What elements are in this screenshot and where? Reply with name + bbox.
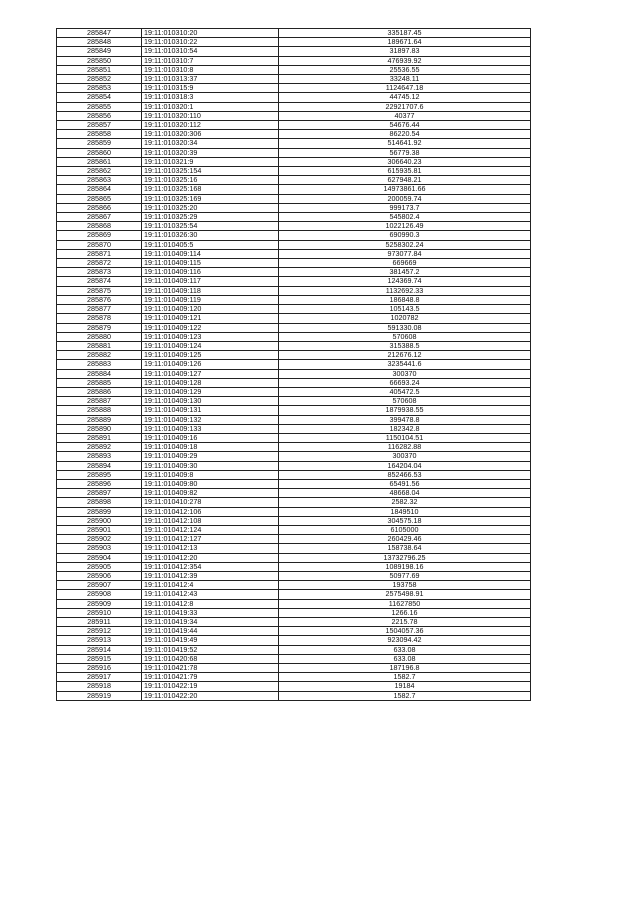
table-row [57, 691, 531, 700]
value-cell: 260429.46 [279, 535, 531, 544]
cadastral-number-cell: 19:11:010409:114 [142, 249, 279, 258]
row-number-cell: 285850 [57, 56, 142, 65]
table-row [57, 249, 531, 258]
row-number-cell: 285891 [57, 433, 142, 442]
row-number-cell: 285899 [57, 507, 142, 516]
cadastral-number-cell: 19:11:010409:129 [142, 387, 279, 396]
table-row [57, 341, 531, 350]
cadastral-number-cell: 19:11:010325:29 [142, 213, 279, 222]
value-cell: 300370 [279, 369, 531, 378]
row-number-cell: 285855 [57, 102, 142, 111]
table-row [57, 378, 531, 387]
value-cell: 40377 [279, 111, 531, 120]
value-cell: 852466.53 [279, 470, 531, 479]
table-row [57, 360, 531, 369]
row-number-cell: 285890 [57, 424, 142, 433]
cadastral-number-cell: 19:11:010412:108 [142, 516, 279, 525]
row-number-cell: 285865 [57, 194, 142, 203]
table-row [57, 470, 531, 479]
cadastral-number-cell: 19:11:010405:5 [142, 240, 279, 249]
value-cell: 591330.08 [279, 323, 531, 332]
cadastral-number-cell: 19:11:010409:116 [142, 268, 279, 277]
table-row [57, 121, 531, 130]
cadastral-number-cell: 19:11:010422:20 [142, 691, 279, 700]
row-number-cell: 285870 [57, 240, 142, 249]
cadastral-number-cell: 19:11:010325:16 [142, 176, 279, 185]
value-cell: 1020782 [279, 314, 531, 323]
table-row [57, 84, 531, 93]
cadastral-number-cell: 19:11:010409:8 [142, 470, 279, 479]
table-row [57, 415, 531, 424]
value-cell: 182342.8 [279, 424, 531, 433]
value-cell: 19184 [279, 682, 531, 691]
cadastral-number-cell: 19:11:010409:82 [142, 489, 279, 498]
row-number-cell: 285851 [57, 65, 142, 74]
table-row [57, 286, 531, 295]
cadastral-number-cell: 19:11:010420:68 [142, 654, 279, 663]
cadastral-number-cell: 19:11:010325:169 [142, 194, 279, 203]
cadastral-number-cell: 19:11:010325:154 [142, 167, 279, 176]
cadastral-number-cell: 19:11:010310:7 [142, 56, 279, 65]
table-row [57, 295, 531, 304]
cadastral-number-cell: 19:11:010325:168 [142, 185, 279, 194]
cadastral-number-cell: 19:11:010412:106 [142, 507, 279, 516]
table-row [57, 111, 531, 120]
row-number-cell: 285871 [57, 249, 142, 258]
value-cell: 570608 [279, 332, 531, 341]
value-cell: 923094.42 [279, 636, 531, 645]
row-number-cell: 285887 [57, 397, 142, 406]
cadastral-number-cell: 19:11:010310:20 [142, 29, 279, 38]
value-cell: 1879938.55 [279, 406, 531, 415]
value-cell: 973077.84 [279, 249, 531, 258]
cadastral-number-cell: 19:11:010412:39 [142, 571, 279, 580]
table-row [57, 176, 531, 185]
value-cell: 1132692.33 [279, 286, 531, 295]
value-cell: 399478.8 [279, 415, 531, 424]
row-number-cell: 285895 [57, 470, 142, 479]
value-cell: 335187.45 [279, 29, 531, 38]
row-number-cell: 285902 [57, 535, 142, 544]
table-row [57, 65, 531, 74]
cadastral-number-cell: 19:11:010325:54 [142, 222, 279, 231]
row-number-cell: 285900 [57, 516, 142, 525]
table-row [57, 452, 531, 461]
table-row [57, 387, 531, 396]
cadastral-number-cell: 19:11:010421:79 [142, 673, 279, 682]
row-number-cell: 285869 [57, 231, 142, 240]
table-row [57, 498, 531, 507]
cadastral-number-cell: 19:11:010320:39 [142, 148, 279, 157]
row-number-cell: 285903 [57, 544, 142, 553]
cadastral-number-cell: 19:11:010409:127 [142, 369, 279, 378]
row-number-cell: 285913 [57, 636, 142, 645]
table-row [57, 397, 531, 406]
table-row [57, 277, 531, 286]
table-row [57, 489, 531, 498]
row-number-cell: 285881 [57, 341, 142, 350]
table-row [57, 222, 531, 231]
table-body [57, 29, 531, 701]
table-row [57, 627, 531, 636]
value-cell: 1849510 [279, 507, 531, 516]
table-row [57, 664, 531, 673]
value-cell: 200059.74 [279, 194, 531, 203]
row-number-cell: 285882 [57, 351, 142, 360]
cadastral-number-cell: 19:11:010422:19 [142, 682, 279, 691]
cadastral-number-cell: 19:11:010409:16 [142, 433, 279, 442]
value-cell: 44745.12 [279, 93, 531, 102]
value-cell: 65491.56 [279, 479, 531, 488]
table-row [57, 618, 531, 627]
table-row [57, 259, 531, 268]
value-cell: 306640.23 [279, 157, 531, 166]
row-number-cell: 285908 [57, 590, 142, 599]
row-number-cell: 285919 [57, 691, 142, 700]
value-cell: 2215.78 [279, 618, 531, 627]
cadastral-number-cell: 19:11:010409:133 [142, 424, 279, 433]
table-row [57, 590, 531, 599]
value-cell: 633.08 [279, 645, 531, 654]
row-number-cell: 285883 [57, 360, 142, 369]
row-number-cell: 285848 [57, 38, 142, 47]
cadastral-number-cell: 19:11:010419:33 [142, 608, 279, 617]
table-row [57, 516, 531, 525]
row-number-cell: 285906 [57, 571, 142, 580]
cadastral-number-cell: 19:11:010409:131 [142, 406, 279, 415]
table-row [57, 194, 531, 203]
value-cell: 3235441.6 [279, 360, 531, 369]
cadastral-number-cell: 19:11:010412:4 [142, 581, 279, 590]
value-cell: 304575.18 [279, 516, 531, 525]
table-row [57, 406, 531, 415]
cadastral-number-cell: 19:11:010409:126 [142, 360, 279, 369]
table-row [57, 553, 531, 562]
cadastral-number-cell: 19:11:010412:127 [142, 535, 279, 544]
table-row [57, 305, 531, 314]
row-number-cell: 285853 [57, 84, 142, 93]
row-number-cell: 285879 [57, 323, 142, 332]
value-cell: 33248.11 [279, 75, 531, 84]
table-row [57, 682, 531, 691]
value-cell: 476939.92 [279, 56, 531, 65]
value-cell: 1089198.16 [279, 562, 531, 571]
table-row [57, 157, 531, 166]
row-number-cell: 285868 [57, 222, 142, 231]
table-row [57, 581, 531, 590]
cadastral-number-cell: 19:11:010419:49 [142, 636, 279, 645]
value-cell: 13732796.25 [279, 553, 531, 562]
value-cell: 86220.54 [279, 130, 531, 139]
row-number-cell: 285884 [57, 369, 142, 378]
table-row [57, 167, 531, 176]
value-cell: 11627850 [279, 599, 531, 608]
value-cell: 315388.5 [279, 341, 531, 350]
value-cell: 2582.32 [279, 498, 531, 507]
cadastral-number-cell: 19:11:010409:80 [142, 479, 279, 488]
row-number-cell: 285915 [57, 654, 142, 663]
row-number-cell: 285909 [57, 599, 142, 608]
row-number-cell: 285858 [57, 130, 142, 139]
value-cell: 158738.64 [279, 544, 531, 553]
cadastral-number-cell: 19:11:010320:110 [142, 111, 279, 120]
cadastral-number-cell: 19:11:010412:8 [142, 599, 279, 608]
row-number-cell: 285905 [57, 562, 142, 571]
cadastral-number-cell: 19:11:010409:120 [142, 305, 279, 314]
row-number-cell: 285904 [57, 553, 142, 562]
value-cell: 2575498.91 [279, 590, 531, 599]
cadastral-number-cell: 19:11:010409:124 [142, 341, 279, 350]
value-cell: 187196.8 [279, 664, 531, 673]
table-row [57, 56, 531, 65]
cadastral-number-cell: 19:11:010325:20 [142, 203, 279, 212]
value-cell: 1124647.18 [279, 84, 531, 93]
row-number-cell: 285910 [57, 608, 142, 617]
value-cell: 66693.24 [279, 378, 531, 387]
table-row [57, 314, 531, 323]
cadastral-number-cell: 19:11:010409:30 [142, 461, 279, 470]
row-number-cell: 285901 [57, 525, 142, 534]
value-cell: 615935.81 [279, 167, 531, 176]
table-row [57, 102, 531, 111]
table-row [57, 213, 531, 222]
data-table [56, 28, 531, 701]
table-row [57, 29, 531, 38]
cadastral-number-cell: 19:11:010419:44 [142, 627, 279, 636]
value-cell: 999173.7 [279, 203, 531, 212]
row-number-cell: 285854 [57, 93, 142, 102]
cadastral-number-cell: 19:11:010412:43 [142, 590, 279, 599]
table-row [57, 93, 531, 102]
value-cell: 545802.4 [279, 213, 531, 222]
value-cell: 669669 [279, 259, 531, 268]
row-number-cell: 285918 [57, 682, 142, 691]
row-number-cell: 285911 [57, 618, 142, 627]
row-number-cell: 285873 [57, 268, 142, 277]
value-cell: 405472.5 [279, 387, 531, 396]
row-number-cell: 285856 [57, 111, 142, 120]
row-number-cell: 285852 [57, 75, 142, 84]
value-cell: 14973861.66 [279, 185, 531, 194]
row-number-cell: 285917 [57, 673, 142, 682]
value-cell: 31897.83 [279, 47, 531, 56]
table-row [57, 148, 531, 157]
row-number-cell: 285907 [57, 581, 142, 590]
cadastral-number-cell: 19:11:010409:128 [142, 378, 279, 387]
value-cell: 633.08 [279, 654, 531, 663]
table-row [57, 443, 531, 452]
table-row [57, 332, 531, 341]
value-cell: 690990.3 [279, 231, 531, 240]
cadastral-number-cell: 19:11:010320:112 [142, 121, 279, 130]
cadastral-number-cell: 19:11:010412:20 [142, 553, 279, 562]
table-row [57, 433, 531, 442]
table-row [57, 130, 531, 139]
cadastral-number-cell: 19:11:010326:30 [142, 231, 279, 240]
table-row [57, 231, 531, 240]
row-number-cell: 285861 [57, 157, 142, 166]
table-row [57, 203, 531, 212]
cadastral-number-cell: 19:11:010409:118 [142, 286, 279, 295]
value-cell: 1150104.51 [279, 433, 531, 442]
row-number-cell: 285867 [57, 213, 142, 222]
table-row [57, 75, 531, 84]
value-cell: 514641.92 [279, 139, 531, 148]
cadastral-number-cell: 19:11:010318:3 [142, 93, 279, 102]
value-cell: 48668.04 [279, 489, 531, 498]
row-number-cell: 285896 [57, 479, 142, 488]
cadastral-number-cell: 19:11:010412:124 [142, 525, 279, 534]
table-row [57, 645, 531, 654]
cadastral-number-cell: 19:11:010409:18 [142, 443, 279, 452]
table-row [57, 461, 531, 470]
value-cell: 193758 [279, 581, 531, 590]
row-number-cell: 285880 [57, 332, 142, 341]
table-row [57, 673, 531, 682]
table-row [57, 599, 531, 608]
cadastral-number-cell: 19:11:010409:125 [142, 351, 279, 360]
table-row [57, 636, 531, 645]
row-number-cell: 285888 [57, 406, 142, 415]
row-number-cell: 285898 [57, 498, 142, 507]
cadastral-number-cell: 19:11:010310:22 [142, 38, 279, 47]
value-cell: 164204.04 [279, 461, 531, 470]
cadastral-number-cell: 19:11:010310:8 [142, 65, 279, 74]
value-cell: 1582.7 [279, 691, 531, 700]
table-row [57, 47, 531, 56]
row-number-cell: 285889 [57, 415, 142, 424]
row-number-cell: 285862 [57, 167, 142, 176]
cadastral-number-cell: 19:11:010409:130 [142, 397, 279, 406]
value-cell: 116282.88 [279, 443, 531, 452]
cadastral-number-cell: 19:11:010409:132 [142, 415, 279, 424]
row-number-cell: 285866 [57, 203, 142, 212]
cadastral-number-cell: 19:11:010409:117 [142, 277, 279, 286]
cadastral-number-cell: 19:11:010409:121 [142, 314, 279, 323]
cadastral-number-cell: 19:11:010320:34 [142, 139, 279, 148]
table-row [57, 185, 531, 194]
table-row [57, 240, 531, 249]
row-number-cell: 285897 [57, 489, 142, 498]
row-number-cell: 285886 [57, 387, 142, 396]
row-number-cell: 285859 [57, 139, 142, 148]
value-cell: 300370 [279, 452, 531, 461]
table-row [57, 268, 531, 277]
row-number-cell: 285876 [57, 295, 142, 304]
cadastral-number-cell: 19:11:010320:1 [142, 102, 279, 111]
value-cell: 186848.8 [279, 295, 531, 304]
cadastral-number-cell: 19:11:010315:9 [142, 84, 279, 93]
table-row [57, 479, 531, 488]
cadastral-number-cell: 19:11:010412:354 [142, 562, 279, 571]
cadastral-number-cell: 19:11:010321:9 [142, 157, 279, 166]
row-number-cell: 285885 [57, 378, 142, 387]
cadastral-number-cell: 19:11:010409:123 [142, 332, 279, 341]
cadastral-number-cell: 19:11:010320:306 [142, 130, 279, 139]
table-row [57, 525, 531, 534]
row-number-cell: 285849 [57, 47, 142, 56]
table-row [57, 544, 531, 553]
row-number-cell: 285916 [57, 664, 142, 673]
cadastral-number-cell: 19:11:010409:29 [142, 452, 279, 461]
cadastral-number-cell: 19:11:010412:13 [142, 544, 279, 553]
cadastral-number-cell: 19:11:010409:115 [142, 259, 279, 268]
value-cell: 189671.64 [279, 38, 531, 47]
cadastral-number-cell: 19:11:010409:122 [142, 323, 279, 332]
table-row [57, 562, 531, 571]
value-cell: 212676.12 [279, 351, 531, 360]
table-row [57, 424, 531, 433]
table-row [57, 507, 531, 516]
value-cell: 627948.21 [279, 176, 531, 185]
cadastral-number-cell: 19:11:010410:278 [142, 498, 279, 507]
value-cell: 54676.44 [279, 121, 531, 130]
row-number-cell: 285892 [57, 443, 142, 452]
row-number-cell: 285874 [57, 277, 142, 286]
value-cell: 1582.7 [279, 673, 531, 682]
table-row [57, 38, 531, 47]
table-row [57, 139, 531, 148]
row-number-cell: 285877 [57, 305, 142, 314]
value-cell: 22921707.6 [279, 102, 531, 111]
value-cell: 1266.16 [279, 608, 531, 617]
table-row [57, 571, 531, 580]
cadastral-number-cell: 19:11:010310:54 [142, 47, 279, 56]
value-cell: 570608 [279, 397, 531, 406]
cadastral-number-cell: 19:11:010419:34 [142, 618, 279, 627]
row-number-cell: 285847 [57, 29, 142, 38]
row-number-cell: 285893 [57, 452, 142, 461]
cadastral-number-cell: 19:11:010421:78 [142, 664, 279, 673]
row-number-cell: 285894 [57, 461, 142, 470]
value-cell: 1022126.49 [279, 222, 531, 231]
value-cell: 6105000 [279, 525, 531, 534]
row-number-cell: 285912 [57, 627, 142, 636]
table-row [57, 369, 531, 378]
row-number-cell: 285864 [57, 185, 142, 194]
cadastral-number-cell: 19:11:010313:37 [142, 75, 279, 84]
cadastral-number-cell: 19:11:010419:52 [142, 645, 279, 654]
table-row [57, 654, 531, 663]
value-cell: 124369.74 [279, 277, 531, 286]
value-cell: 5258302.24 [279, 240, 531, 249]
value-cell: 56779.38 [279, 148, 531, 157]
table-row [57, 535, 531, 544]
row-number-cell: 285914 [57, 645, 142, 654]
value-cell: 105143.5 [279, 305, 531, 314]
row-number-cell: 285857 [57, 121, 142, 130]
table-row [57, 323, 531, 332]
cadastral-number-cell: 19:11:010409:119 [142, 295, 279, 304]
value-cell: 1504057.36 [279, 627, 531, 636]
value-cell: 381457.2 [279, 268, 531, 277]
row-number-cell: 285875 [57, 286, 142, 295]
table-row [57, 608, 531, 617]
row-number-cell: 285863 [57, 176, 142, 185]
row-number-cell: 285878 [57, 314, 142, 323]
value-cell: 50977.69 [279, 571, 531, 580]
row-number-cell: 285872 [57, 259, 142, 268]
table-row [57, 351, 531, 360]
value-cell: 25536.55 [279, 65, 531, 74]
row-number-cell: 285860 [57, 148, 142, 157]
